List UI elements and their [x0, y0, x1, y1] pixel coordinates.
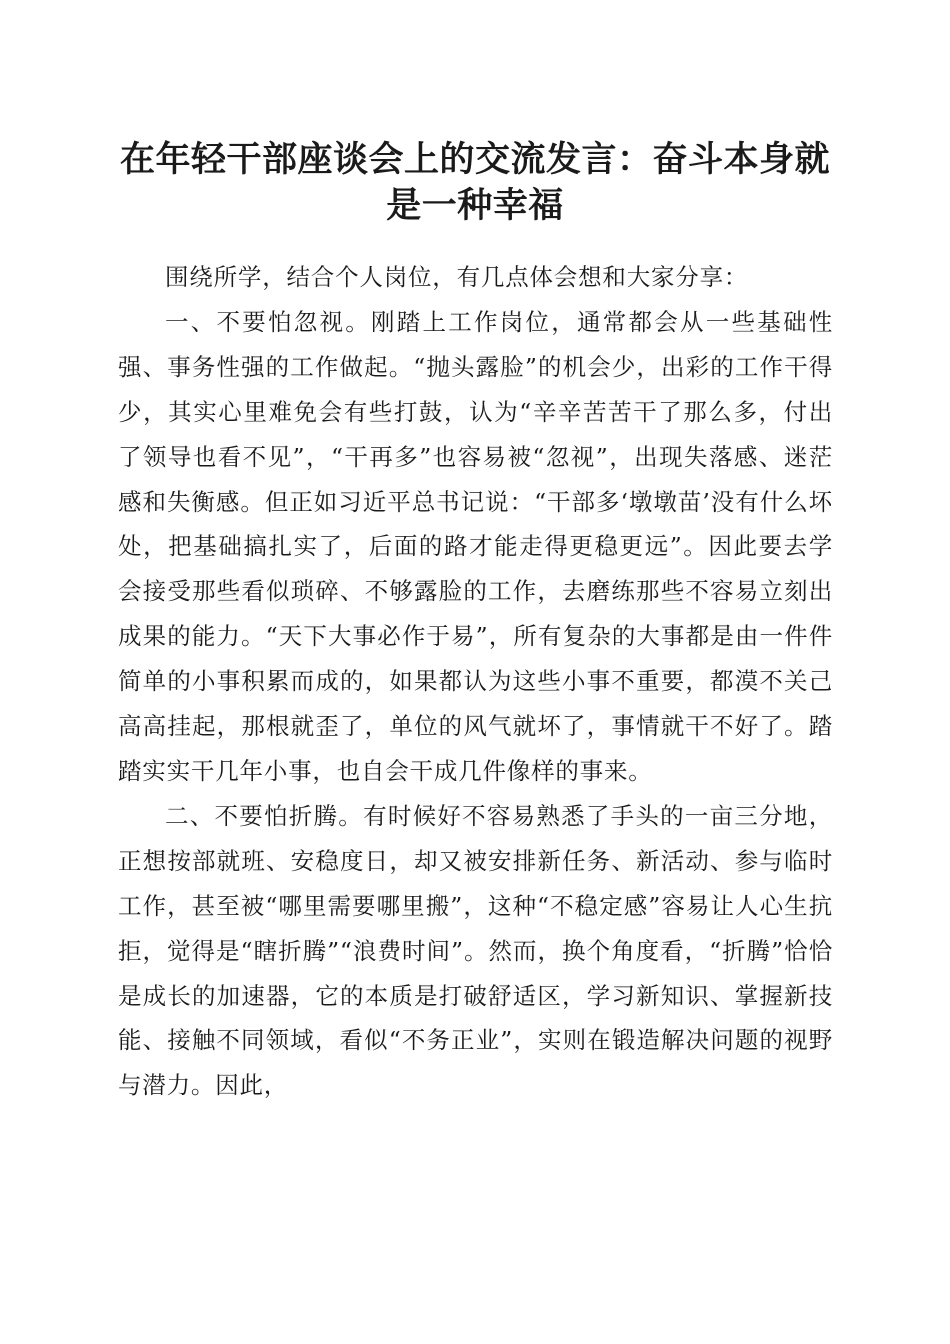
title-line-2: 是一种幸福: [386, 185, 564, 226]
section-paragraph-2: [118, 794, 833, 1108]
document-title: [100, 137, 850, 229]
section-text-2: 有时候好不容易熟悉了手头的一亩三分地，正想按部就班、安稳度日，却又被安排新任务、新活动、参与临时工作，甚至被“哪里需要哪里搬”，这种“不稳定感”容易让人心生抗拒，觉得是“瞎折腾”“浪费时间”。然而，换个角度看，“折腾”恰恰是成长的加速器，它的本质是打破舒适区，学习新知识、掌握新技能、接触不同领域，看似“不务正业”，实则在锻造解决问题的视野与潜力。因此，: [118, 801, 833, 1100]
section-text-1: 刚踏上工作岗位，通常都会从一些基础性强、事务性强的工作做起。“抛头露脸”的机会少，出彩的工作干得少，其实心里难免会有些打鼓，认为“辛辛苦苦干了那么多，付出了领导也看不见”，“干再多”也容易被“忽视”，出现失落感、迷茫感和失衡感。但正如习近平总书记说：“干部多‘墩墩苗’没有什么坏处，把基础搞扎实了，后面的路才能走得更稳更远”。因此要去学会接受那些看似琐碎、不够露脸的工作，去磨练那些不容易立刻出成果的能力。“天下大事必作于易”，所有复杂的大事都是由一件件简单的小事积累而成的，如果都认为这些小事不重要，都漠不关己高高挂起，那根就歪了，单位的风气就坏了，事情就干不好了。踏踏实实干几年小事，也自会干成几件像样的事来。: [118, 307, 833, 785]
section-heading-2: 二、不要怕折腾。: [165, 801, 364, 830]
intro-paragraph: 围绕所学，结合个人岗位，有几点体会想和大家分享：: [165, 263, 749, 291]
section-paragraph-1: [118, 300, 833, 794]
section-heading-1: 一、不要怕忽视。: [165, 307, 371, 336]
title-line-1: 在年轻干部座谈会上的交流发言：奋斗本身就: [119, 139, 830, 180]
document-body: [118, 255, 833, 1108]
